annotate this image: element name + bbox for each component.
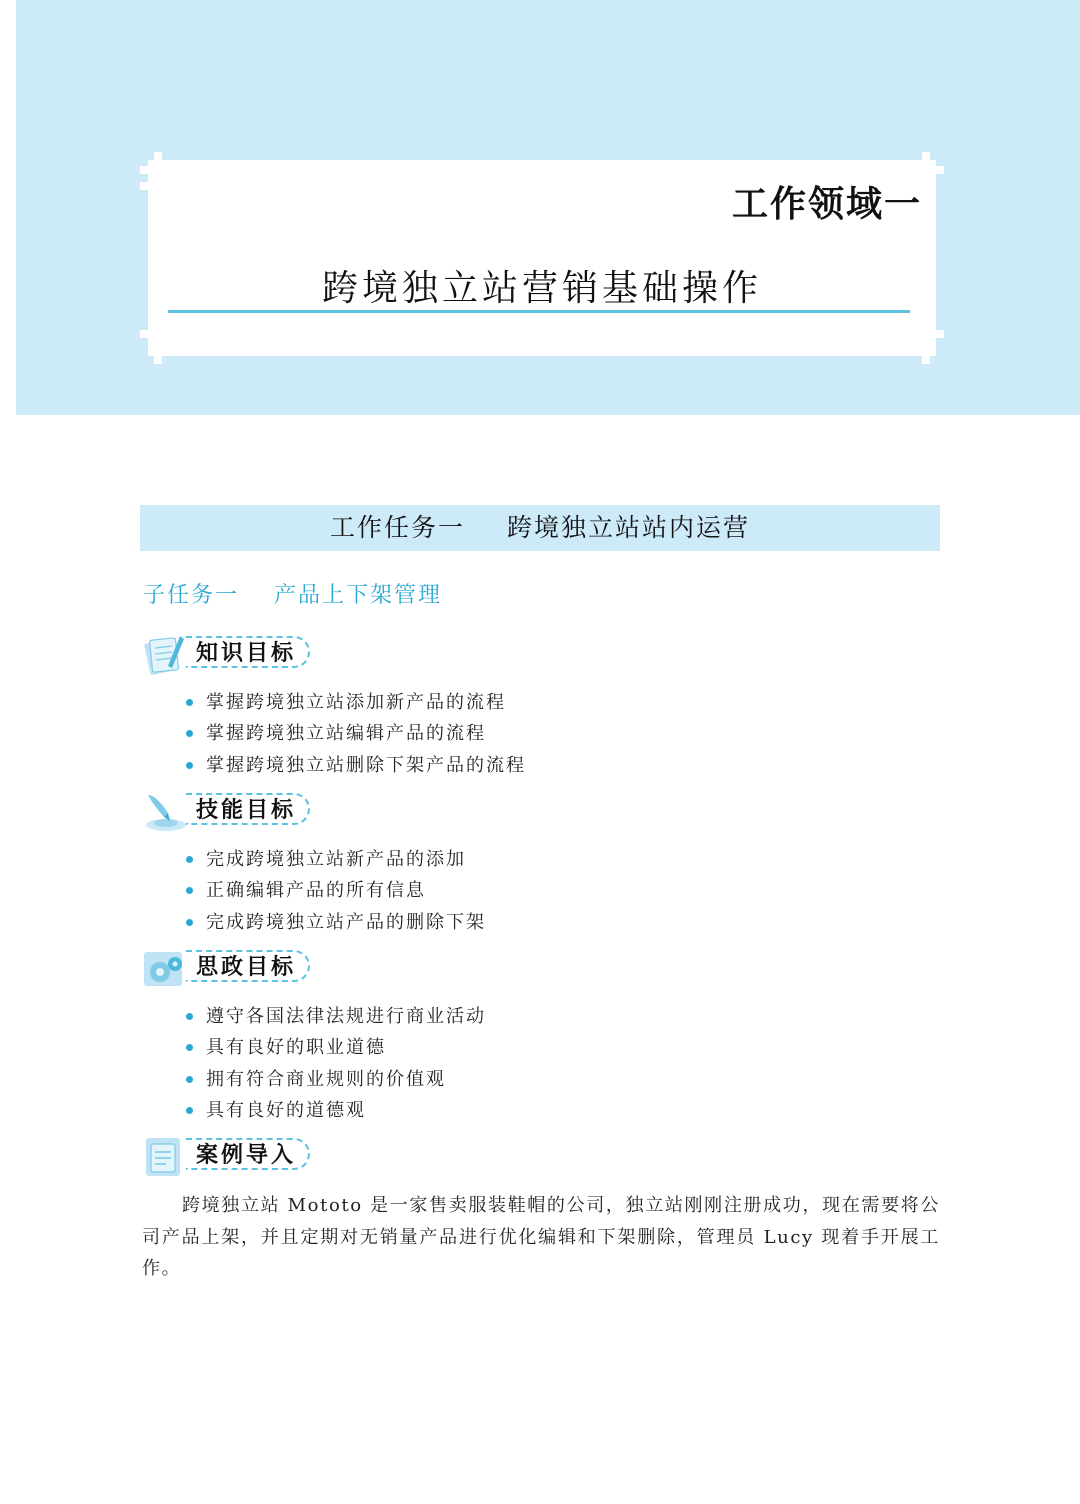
list-item: 正确编辑产品的所有信息 bbox=[186, 875, 486, 906]
task-number: 工作任务一 bbox=[330, 513, 466, 542]
area-subtitle: 跨境独立站营销基础操作 bbox=[321, 268, 762, 309]
pixel-corner bbox=[922, 356, 930, 364]
title-underline bbox=[168, 310, 910, 313]
knowledge-list bbox=[186, 687, 526, 781]
pixel-corner bbox=[936, 330, 944, 338]
task-heading bbox=[140, 505, 940, 551]
skill-list bbox=[186, 844, 486, 938]
section-label: 案例导入 bbox=[186, 1138, 310, 1170]
pixel-corner bbox=[936, 166, 944, 174]
subtask-title: 产品上下架管理 bbox=[274, 583, 443, 608]
task-title: 跨境独立站站内运营 bbox=[506, 513, 750, 542]
case-paragraph: 跨境独立站 Mototo 是一家售卖服装鞋帽的公司，独立站刚刚注册成功，现在需要将公司产品上架，并且定期对无销量产品进行优化编辑和下架删除，管理员 Lucy 现着手开展工作。 bbox=[142, 1195, 940, 1279]
section-case bbox=[140, 1134, 315, 1178]
pixel-corner bbox=[922, 152, 930, 160]
pixel-corner bbox=[140, 330, 148, 338]
list-item: 具有良好的职业道德 bbox=[186, 1032, 486, 1063]
list-item: 完成跨境独立站产品的删除下架 bbox=[186, 907, 486, 938]
subtask-heading bbox=[143, 578, 468, 609]
section-knowledge bbox=[140, 632, 315, 676]
section-ideology bbox=[140, 946, 315, 990]
title-card bbox=[148, 160, 936, 356]
area-title: 工作领域一 bbox=[731, 184, 922, 225]
pen-icon bbox=[142, 789, 188, 833]
list-item: 完成跨境独立站新产品的添加 bbox=[186, 844, 486, 875]
document-icon bbox=[142, 1134, 188, 1178]
section-label: 知识目标 bbox=[186, 636, 310, 668]
subtask-number: 子任务一 bbox=[143, 583, 240, 608]
ideology-list bbox=[186, 1001, 486, 1126]
pixel-corner bbox=[154, 356, 162, 364]
list-item: 掌握跨境独立站删除下架产品的流程 bbox=[186, 750, 526, 781]
gears-icon bbox=[142, 946, 188, 990]
section-label: 技能目标 bbox=[186, 793, 310, 825]
list-item: 拥有符合商业规则的价值观 bbox=[186, 1064, 486, 1095]
list-item: 掌握跨境独立站编辑产品的流程 bbox=[186, 718, 526, 749]
list-item: 具有良好的道德观 bbox=[186, 1095, 486, 1126]
notepad-icon bbox=[142, 632, 188, 676]
section-skill bbox=[140, 789, 315, 833]
list-item: 遵守各国法律法规进行商业活动 bbox=[186, 1001, 486, 1032]
section-label: 思政目标 bbox=[186, 950, 310, 982]
pixel-corner bbox=[140, 166, 148, 174]
pixel-corner bbox=[140, 182, 148, 190]
pixel-corner bbox=[154, 152, 162, 160]
list-item: 掌握跨境独立站添加新产品的流程 bbox=[186, 687, 526, 718]
